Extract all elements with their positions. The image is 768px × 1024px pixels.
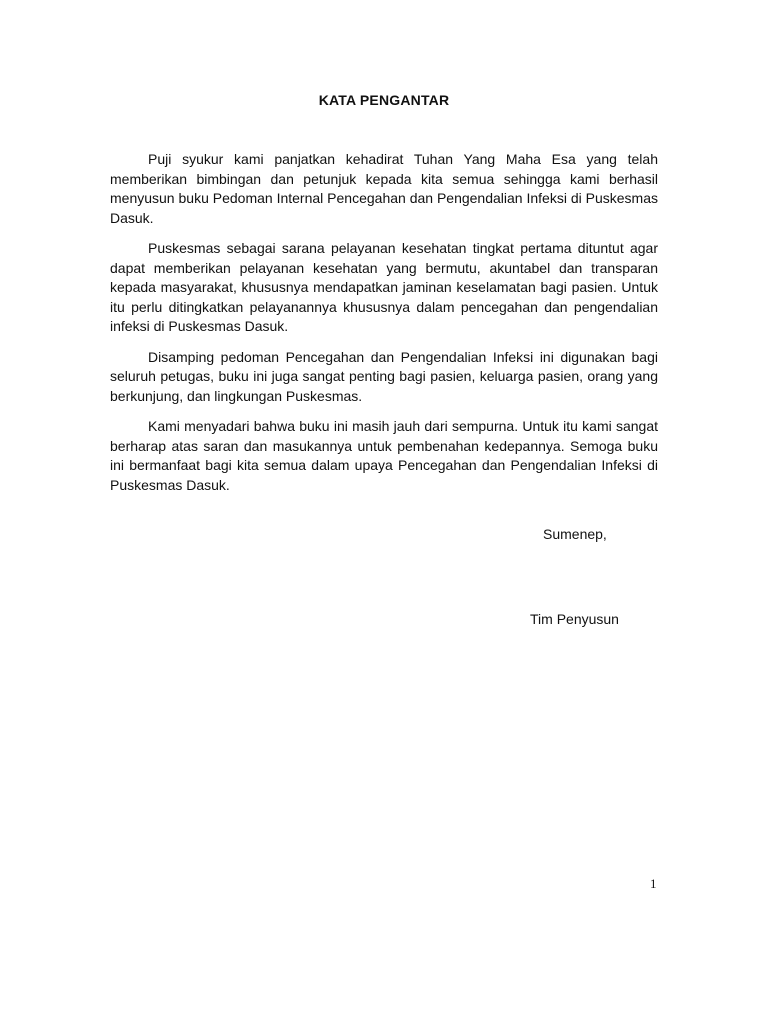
- paragraph-4: Kami menyadari bahwa buku ini masih jauh dari sempurna. Untuk itu kami sangat berharap atas saran dan masukannya untuk pembenahan kedepannya. Semoga buku ini bermanfaat bagi kita semua dalam upaya Pencegahan dan Pengendalian Infeksi di Puskesmas Dasuk.: [110, 418, 658, 493]
- page-number: 1: [650, 876, 657, 891]
- paragraph-2: Puskesmas sebagai sarana pelayanan kesehatan tingkat pertama dituntut agar dapat memberikan pelayanan kesehatan yang bermutu, akuntabel dan transparan kepada masyarakat, khususnya mendapatkan jaminan keselamatan bagi pasien. Untuk itu perlu ditingkatkan pelayanannya khususnya dalam pencegahan dan pengendalian infeksi di Puskesmas Dasuk.: [110, 240, 658, 334]
- page-title: KATA PENGANTAR: [318, 92, 450, 108]
- body-text: [110, 150, 658, 506]
- paragraph-3: Disamping pedoman Pencegahan dan Pengendalian Infeksi ini digunakan bagi seluruh petugas, buku ini juga sangat penting bagi pasien, keluarga pasien, orang yang berkunjung, dan lingkungan Puskesmas.: [110, 348, 658, 404]
- signature-author: Tim Penyusun: [530, 611, 619, 627]
- signature-place: Sumenep,: [543, 526, 607, 542]
- paragraph-1: Puji syukur kami panjatkan kehadirat Tuhan Yang Maha Esa yang telah memberikan bimbingan dan petunjuk kepada kita semua sehingga kami berhasil menyusun buku Pedoman Internal Pencegahan dan Pengendalian Infeksi di Puskesmas Dasuk.: [110, 151, 658, 226]
